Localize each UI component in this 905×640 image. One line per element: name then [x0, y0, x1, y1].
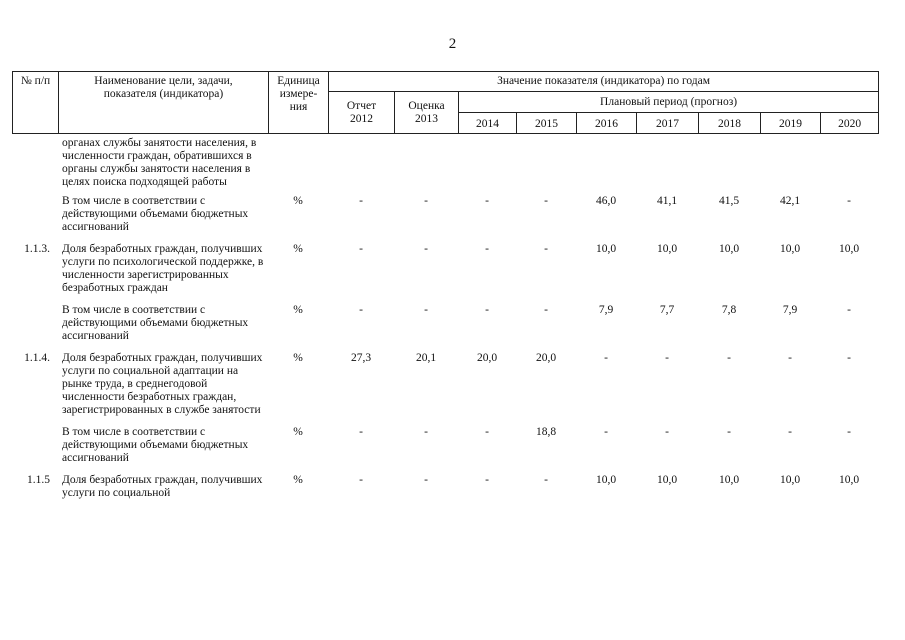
row-value: 20,0 — [535, 352, 557, 364]
row-unit: % — [293, 426, 303, 438]
row-value: 20,1 — [415, 352, 437, 364]
header-estimate: Оценка 2013 — [395, 92, 459, 134]
table-row — [12, 352, 878, 426]
header-year: 2020 — [821, 113, 879, 134]
header-num: № п/п — [13, 72, 59, 134]
header-report: Отчет 2012 — [329, 92, 395, 134]
row-unit: % — [293, 352, 303, 364]
header-year: 2014 — [459, 113, 517, 134]
row-value: - — [359, 426, 363, 438]
row-value: - — [847, 352, 851, 364]
row-value: 10,0 — [838, 474, 860, 486]
row-value: - — [485, 243, 489, 255]
header-name: Наименование цели, задачи, показателя (индикатора) — [59, 72, 269, 134]
row-value: - — [665, 352, 669, 364]
table-row — [12, 304, 878, 352]
row-value: - — [485, 304, 489, 316]
table-body — [12, 137, 878, 509]
row-value: 42,1 — [779, 195, 801, 207]
header-year: 2016 — [577, 113, 637, 134]
row-name: Доля безработных граждан, получивших услуги по социальной — [62, 474, 263, 499]
row-value: - — [604, 426, 608, 438]
row-value: 7,9 — [598, 304, 614, 316]
row-value: - — [359, 304, 363, 316]
row-value: 10,0 — [656, 474, 678, 486]
header-values-group: Значение показателя (индикатора) по годам — [329, 72, 879, 92]
row-value: 18,8 — [535, 426, 557, 438]
row-value: 7,8 — [721, 304, 737, 316]
row-value: - — [847, 195, 851, 207]
row-unit: % — [293, 474, 303, 486]
row-value — [394, 137, 458, 195]
row-value: 7,7 — [659, 304, 675, 316]
row-value: 20,0 — [476, 352, 498, 364]
row-value — [328, 137, 394, 195]
row-value: - — [424, 243, 428, 255]
row-value: - — [847, 426, 851, 438]
row-value: - — [544, 243, 548, 255]
row-value: - — [788, 352, 792, 364]
header-unit: Единица измере-ния — [269, 72, 329, 134]
row-value: 10,0 — [779, 474, 801, 486]
row-unit: % — [293, 243, 303, 255]
row-number: 1.1.4. — [24, 352, 50, 364]
row-name: органах службы занятости населения, в численности граждан, обратившихся в органы службы занятости населения в целях поиска подходящей работы — [62, 137, 257, 188]
row-name: В том числе в соответствии с действующими объемами бюджетных ассигнований — [62, 195, 249, 233]
row-name: Доля безработных граждан, получивших услуги по социальной адаптации на рынке труда, в среднегодовой численности безработных граждан, зарегистрированных в службе занятости — [62, 352, 263, 416]
header-year: 2015 — [517, 113, 577, 134]
row-value: - — [544, 474, 548, 486]
row-name: Доля безработных граждан, получивших услуги по психологической поддержке, в численности зарегистрированных безработных граждан — [62, 243, 264, 294]
table-row — [12, 474, 878, 509]
row-value: - — [665, 426, 669, 438]
table-row — [12, 426, 878, 474]
row-value: 27,3 — [350, 352, 372, 364]
table-row — [12, 243, 878, 304]
row-value: - — [544, 195, 548, 207]
row-value: - — [727, 352, 731, 364]
row-value: - — [359, 195, 363, 207]
row-value: - — [424, 426, 428, 438]
row-value: 46,0 — [595, 195, 617, 207]
row-name: В том числе в соответствии с действующими объемами бюджетных ассигнований — [62, 304, 249, 342]
row-value: - — [359, 243, 363, 255]
row-number — [12, 304, 58, 352]
table-row — [12, 195, 878, 243]
row-value: 41,5 — [718, 195, 740, 207]
row-value — [576, 137, 636, 195]
row-value: - — [544, 304, 548, 316]
row-value: - — [485, 474, 489, 486]
row-value: 10,0 — [718, 243, 740, 255]
table-row — [12, 137, 878, 195]
row-value: 41,1 — [656, 195, 678, 207]
row-value: 10,0 — [718, 474, 740, 486]
header-year: 2017 — [637, 113, 699, 134]
row-value: - — [847, 304, 851, 316]
row-value: - — [727, 426, 731, 438]
row-value — [636, 137, 698, 195]
row-number: 1.1.5 — [27, 474, 50, 486]
row-value: - — [604, 352, 608, 364]
row-number — [12, 195, 58, 243]
row-value — [760, 137, 820, 195]
row-unit — [268, 137, 328, 195]
row-value: - — [424, 304, 428, 316]
header-year: 2018 — [699, 113, 761, 134]
row-value: - — [788, 426, 792, 438]
row-value — [820, 137, 878, 195]
row-value: - — [485, 426, 489, 438]
header-year: 2019 — [761, 113, 821, 134]
row-value — [458, 137, 516, 195]
row-value: 10,0 — [779, 243, 801, 255]
row-value: - — [424, 195, 428, 207]
table-header — [12, 71, 879, 134]
row-unit: % — [293, 195, 303, 207]
row-value: - — [359, 474, 363, 486]
row-value: 7,9 — [782, 304, 798, 316]
row-value: 10,0 — [595, 243, 617, 255]
row-value — [516, 137, 576, 195]
row-value: 10,0 — [595, 474, 617, 486]
row-number — [12, 426, 58, 474]
row-name: В том числе в соответствии с действующими объемами бюджетных ассигнований — [62, 426, 249, 464]
row-value: - — [485, 195, 489, 207]
row-number: 1.1.3. — [24, 243, 50, 255]
row-value: - — [424, 474, 428, 486]
page-number: 2 — [448, 36, 457, 52]
row-value: 10,0 — [838, 243, 860, 255]
row-number — [12, 137, 58, 195]
row-unit: % — [293, 304, 303, 316]
row-value — [698, 137, 760, 195]
header-plan-period: Плановый период (прогноз) — [459, 92, 879, 113]
row-value: 10,0 — [656, 243, 678, 255]
